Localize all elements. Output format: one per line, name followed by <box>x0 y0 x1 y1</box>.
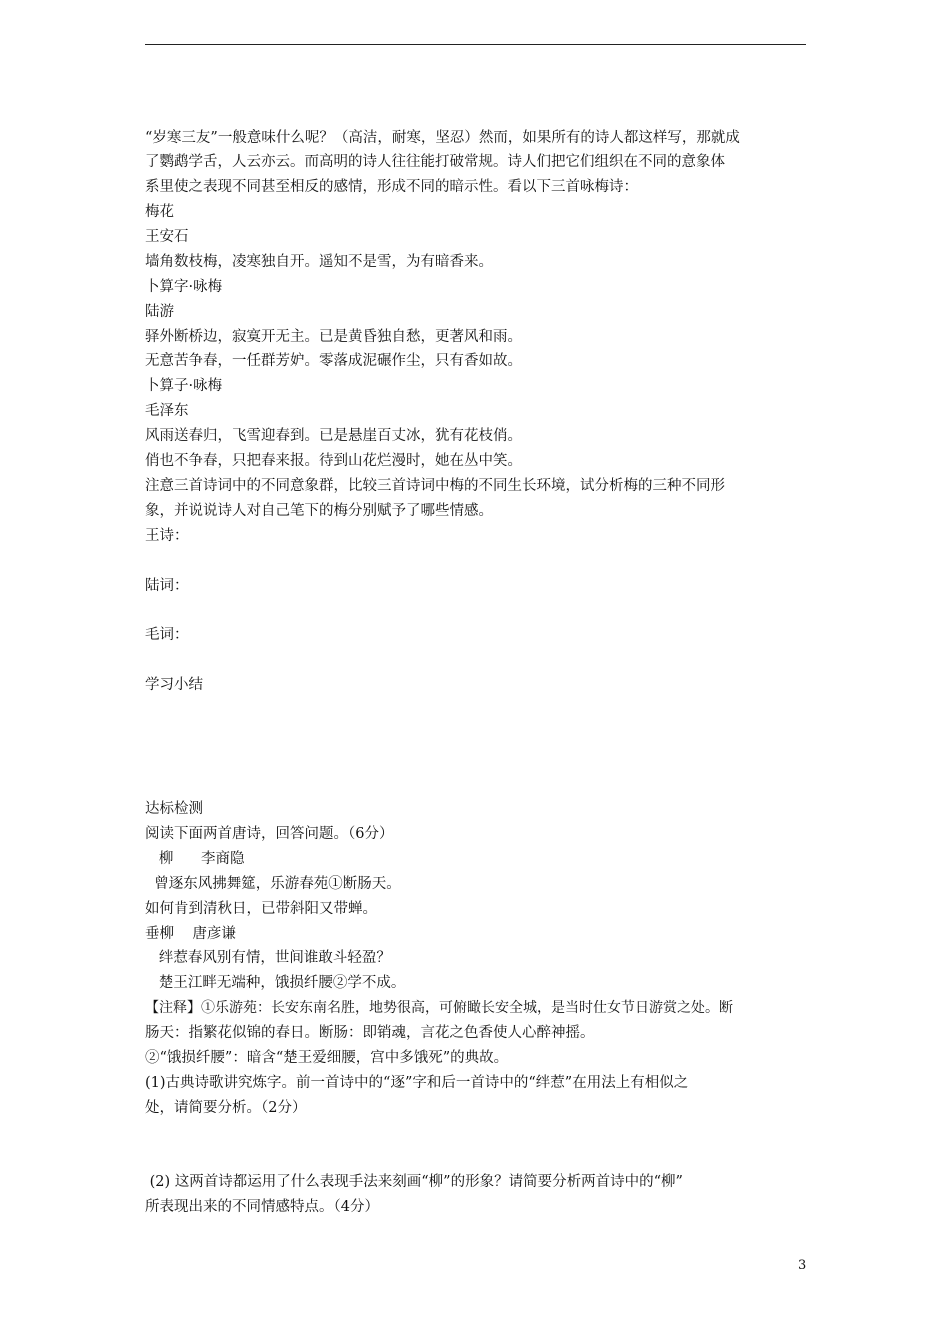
question-text: 象，并说说诗人对自己笔下的梅分别赋予了哪些情感。 <box>145 503 493 519</box>
answer-label: 王诗： <box>145 528 189 544</box>
answer-label: 陆词： <box>145 578 189 594</box>
question-text: 所表现出来的不同情感特点。（4分） <box>145 1199 379 1215</box>
poem-title: 梅花 <box>145 204 174 220</box>
header-rule <box>145 44 806 45</box>
annotation-text: ②“饿损纤腰”：暗含“楚王爱细腰，宫中多饿死”的典故。 <box>145 1050 509 1066</box>
poem-verse: 绊惹春风别有情，世间谁敢斗轻盈？ <box>145 950 391 966</box>
poem-verse: 俏也不争春，只把春来报。待到山花烂漫时，她在丛中笑。 <box>145 453 522 469</box>
text-line: 系里使之表现不同甚至相反的感情，形成不同的暗示性。看以下三首咏梅诗： <box>145 179 638 195</box>
annotation-text: 【注释】①乐游苑：长安东南名胜，地势很高，可俯瞰长安全城，是当时仕女节日游赏之处。断 <box>145 1000 733 1016</box>
question-text: 阅读下面两首唐诗，回答问题。（6分） <box>145 826 394 842</box>
poem-author: 王安石 <box>145 229 189 245</box>
poem-verse: 无意苦争春，一任群芳妒。零落成泥碾作尘，只有香如故。 <box>145 353 522 369</box>
poem-title: 柳 李商隐 <box>145 851 245 867</box>
page-number: 3 <box>798 1258 807 1273</box>
poem-verse: 曾逐东风拂舞筵，乐游春苑①断肠天。 <box>145 876 401 892</box>
question-text: (1)古典诗歌讲究炼字。前一首诗中的“逐”字和后一首诗中的“绊惹”在用法上有相似之 <box>145 1075 689 1091</box>
question-text: 注意三首诗词中的不同意象群，比较三首诗词中梅的不同生长环境，试分析梅的三种不同形 <box>145 478 725 494</box>
poem-verse: 如何肯到清秋日，已带斜阳又带蝉。 <box>145 901 377 917</box>
section-heading: 达标检测 <box>145 801 203 817</box>
section-heading: 学习小结 <box>145 677 203 693</box>
answer-label: 毛词： <box>145 627 189 643</box>
question-text: 处，请简要分析。（2分） <box>145 1100 307 1116</box>
poem-author: 陆游 <box>145 304 174 320</box>
text-line: 了鹦鹉学舌，人云亦云。而高明的诗人往往能打破常规。诗人们把它们组织在不同的意象体 <box>145 154 725 170</box>
poem-verse: 楚王江畔无端种，饿损纤腰②学不成。 <box>145 975 406 991</box>
poem-title: 卜算字·咏梅 <box>145 279 223 295</box>
annotation-text: 肠天：指繁花似锦的春日。断肠：即销魂，言花之色香使人心醉神摇。 <box>145 1025 595 1041</box>
poem-title: 卜算子·咏梅 <box>145 378 223 394</box>
poem-author: 毛泽东 <box>145 403 189 419</box>
poem-title: 垂柳 唐彦谦 <box>145 926 236 942</box>
poem-verse: 驿外断桥边，寂寞开无主。已是黄昏独自愁，更著风和雨。 <box>145 329 522 345</box>
text-line: “岁寒三友”一般意味什么呢？（高洁，耐寒，坚忍）然而，如果所有的诗人都这样写，那就成 <box>145 130 740 146</box>
question-text: (2) 这两首诗都运用了什么表现手法来刻画“柳”的形象？请简要分析两首诗中的“柳” <box>145 1174 683 1190</box>
poem-verse: 风雨送春归，飞雪迎春到。已是悬崖百丈冰，犹有花枝俏。 <box>145 428 522 444</box>
poem-verse: 墙角数枝梅，凌寒独自开。遥知不是雪，为有暗香来。 <box>145 254 493 270</box>
